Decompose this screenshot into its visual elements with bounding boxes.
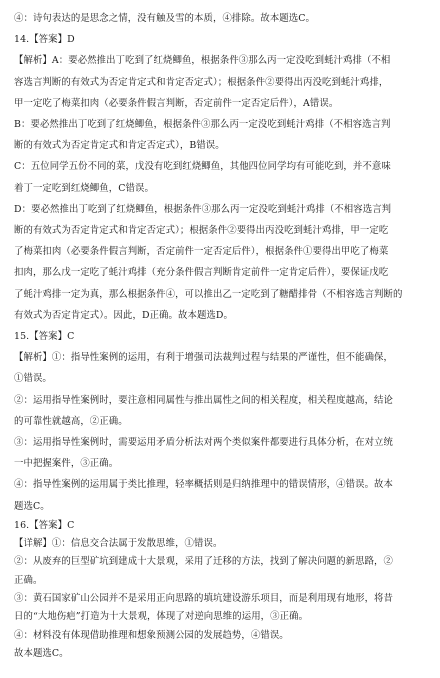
text-line: 甲一定吃了梅菜扣肉（必要条件假言判断，否定前件一定否定后件），A错误。 <box>14 97 339 109</box>
answer-heading-16: 16.【答案】C <box>14 519 75 531</box>
text-line: 日的“大地伤疤”打造为十大景观，体现了对逆向思维的运用，③正确。 <box>14 611 309 623</box>
text-line: 断的有效式为否定肯定式和肯定否定式），B错误。 <box>14 140 225 152</box>
text-line: B：要必然推出丁吃到了红烧鲫鱼，根据条件③那么丙一定没吃到蚝汁鸡排（不相容选言判 <box>14 119 391 131</box>
text-line: D：要必然推出丁吃到了红烧鲫鱼，根据条件③那么丙一定没吃到蚝汁鸡排（不相容选言判 <box>14 203 392 215</box>
text-line: 了梅菜扣肉（必要条件假言判断，否定前件一定否定后件），根据条件①要得出甲吃了梅菜 <box>14 246 389 258</box>
text-line: 故本题选C。 <box>14 647 69 659</box>
text-line: 的可靠性就越高，②正确。 <box>14 415 128 427</box>
text-line: ②：从废弃的巨型矿坑到建成十大景观，采用了迁移的方法，找到了解决问题的新思路，② <box>14 556 394 568</box>
text-line: ③：运用指导性案例时，需要运用矛盾分析法对两个类似案件都要进行具体分析，在对立统 <box>14 437 394 449</box>
text-line: ②：运用指导性案例时，要注意相同属性与推出属性之间的相关程度，相关程度越高，结论 <box>14 394 394 406</box>
answer-heading-14: 14.【答案】D <box>14 34 75 46</box>
text-line: ④：材料没有体现借助推理和想象预测公园的发展趋势，④错误。 <box>14 629 289 641</box>
answer-heading-15: 15.【答案】C <box>14 331 75 343</box>
text-line: 断的有效式为否定肯定式和肯定否定式）；根据条件②要得出丙没吃到蚝汁鸡排，甲一定吃 <box>14 225 389 237</box>
text-line: ④：诗句表达的是思念之情，没有触及雪的本质，④排除。故本题选C。 <box>14 13 316 24</box>
text-line: C：五位同学五份不同的菜，戊没有吃到红烧鲫鱼，其他四位同学均有可能吃到，并不意味 <box>14 161 391 173</box>
text-line: 扣肉，那么戊一定吃了蚝汁鸡排（充分条件假言判断肯定前件一定肯定后件），要保证戊吃 <box>14 267 389 279</box>
text-line: 正确。 <box>14 574 43 586</box>
text-line: ③：黄石国家矿山公园并不是采用正向思路的填坑建设游乐项目，而是利用现有地形，将昔 <box>14 593 394 605</box>
text-line: 了蚝汁鸡排一定为真，那么根据条件④，可以推出乙一定吃到了糖醋排骨（不相容选言判断的 <box>14 288 403 300</box>
text-line: 着丁一定吃到红烧鲫鱼，C错误。 <box>14 182 154 194</box>
text-line: 【解析】①：指导性案例的运用，有利于增强司法裁判过程与结果的严谨性，但不能确保， <box>14 352 394 364</box>
text-line: 【详解】①：信息交合法属于发散思维，①错误。 <box>14 538 223 550</box>
text-line: 一中把握案件，③正确。 <box>14 458 119 470</box>
text-line: 容选言判断的有效式为否定肯定式和肯定否定式）；根据条件②要得出丙没吃到蚝汁鸡排， <box>14 76 389 88</box>
text-line: 有效式为否定肯定式）。因此，D正确。故本题选D。 <box>14 309 233 321</box>
text-line: 【解析】A：要必然推出丁吃到了红烧鲫鱼，根据条件③那么丙一定没吃到蚝汁鸡排（不相 <box>14 55 391 67</box>
text-line: ④：指导性案例的运用属于类比推理，轻率概括则是归纳推理中的错误情形，④错误。故本 <box>14 479 394 491</box>
text-line: ①错误。 <box>14 373 52 385</box>
text-line: 题选C。 <box>14 500 50 512</box>
